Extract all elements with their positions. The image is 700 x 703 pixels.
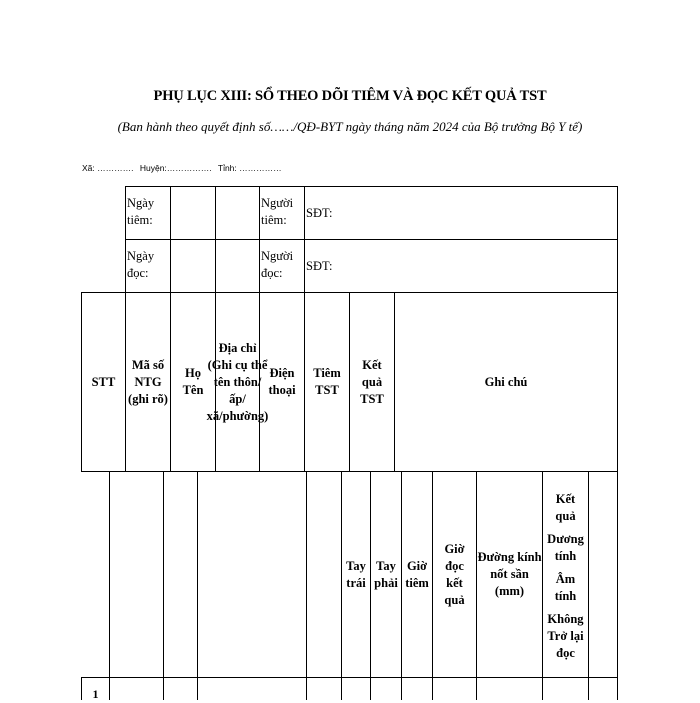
grid-line [81,677,618,678]
header-address-text: Địa chỉ (Ghi cụ thể tên thôn/ ấp/ xã/phường) [206,340,269,423]
grid-line [617,471,618,700]
injector-label [260,187,304,239]
phone-label-1 [305,187,405,239]
subheader-reading-time [433,472,476,677]
reader-text: Người đọc: [261,249,294,280]
subheader-injection-time [402,472,432,677]
header-notes-text: Ghi chú [484,374,528,389]
grid-line [215,186,216,292]
grid-line [617,292,618,471]
subheader-injection-time-text: Giờ tiêm [405,558,429,590]
subheader-result-text: Kết quả [555,492,576,523]
phone-text-2: SĐT: [306,258,333,273]
header-tst-injection-text: Tiêm TST [313,366,341,397]
subheader-induration-diameter-text: Đường kính nốt sần (mm) [477,550,542,598]
subheader-left-arm [342,472,370,677]
header-address [206,293,269,471]
header-stt [82,293,125,471]
row-stt: 1 [92,687,99,701]
injection-date-label [126,187,170,239]
reading-date-text: Ngày đọc: [127,249,155,280]
header-patient-code [126,293,170,471]
header-patient-code-text: Mã số NTG (ghi rõ) [128,357,168,406]
grid-line [109,471,110,700]
location-province: Tỉnh: …………… [217,163,282,173]
grid-line [306,471,307,700]
header-phone [260,293,304,471]
subheader-right-arm-text: Tay phải [374,558,398,590]
subheader-no-return-text: Không Trở lại đọc [547,612,584,660]
phone-label-2 [305,240,405,292]
header-tst-result-text: Kết quả TST [360,357,384,406]
page-subtitle: (Ban hành theo quyết định số……/QĐ-BYT ngày tháng năm 2024 của Bộ trưởng Bộ Y tế) [117,119,583,134]
subheader-negative-text: Âm tính [554,572,577,603]
subheader-left-arm-text: Tay trái [346,558,366,590]
header-stt-text: STT [91,374,116,389]
table-row [82,678,109,700]
location-commune: Xã: …………. [82,163,134,173]
subheader-reading-time-text: Giờ đọc kết quả [444,541,465,607]
reading-date-label [126,240,170,292]
header-full-name-text: Họ Tên [182,366,204,397]
location-district: Huyện:……………. [139,163,212,173]
grid-line [197,471,198,700]
page-title: PHỤ LỤC XIII: SỔ THEO DÕI TIÊM VÀ ĐỌC KẾT QUẢ TST [153,88,547,104]
grid-line [163,471,164,700]
injector-text: Người tiêm: [261,196,294,227]
header-tst-injection [305,293,349,471]
subheader-induration-diameter [477,472,542,677]
subheader-result-group [543,472,588,677]
subheader-right-arm [371,472,401,677]
grid-line [617,186,618,292]
phone-text-1: SĐT: [306,205,333,220]
subheader-positive-text: Dương tính [547,532,584,563]
reader-label [260,240,304,292]
injection-date-text: Ngày tiêm: [127,196,155,227]
header-phone-text: Điện thoại [268,366,296,397]
grid-line [170,186,171,292]
grid-line [588,471,589,700]
location-line [82,163,286,173]
header-tst-result [350,293,394,471]
header-notes [395,293,617,471]
